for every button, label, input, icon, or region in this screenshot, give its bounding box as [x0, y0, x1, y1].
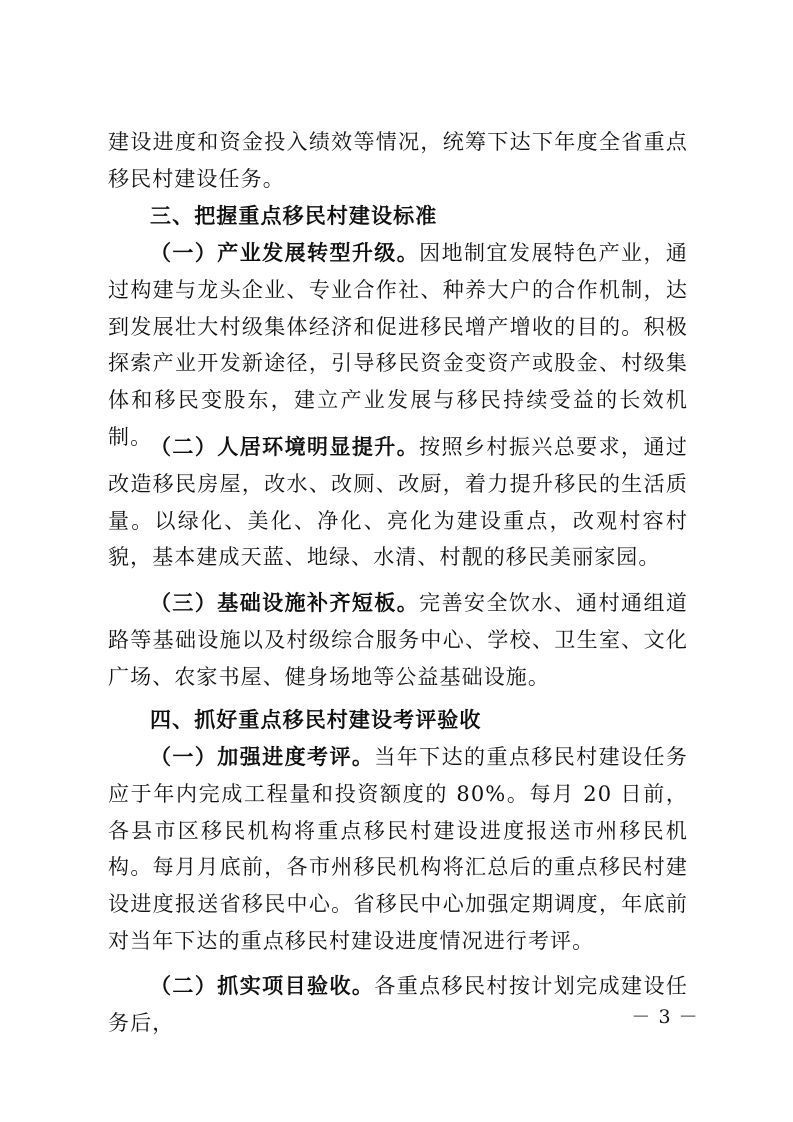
paragraph-acceptance: [108, 968, 688, 1042]
paragraph-environment: [108, 429, 688, 576]
paragraph-body: 当年下达的重点移民村建设任务应于年内完成工程量和投资额度的 80%。每月 20 日前，各县市区移民机构将重点移民村建设进度报送市州移民机构。每月月底前，各市州移民机构将汇总后的重点移民村建设进度报送省移民中心。省移民中心加强定期调度，年底前对当年下达的重点移民村建设进度情况进行考评。: [108, 745, 689, 953]
page-number: － 3 －: [631, 1006, 699, 1028]
paragraph-body: 因地制宜发展特色产业，通过构建与龙头企业、专业合作社、种养大户的合作机制，达到发展壮大村级集体经济和促进移民增产增收的目的。积极探索产业开发新途径，引导移民资金变资产或股金、村级集体和移民变股东，建立产业发展与移民持续受益的长效机制。: [108, 241, 689, 449]
section-heading-3: [108, 198, 688, 235]
paragraph-body: 按照乡村振兴总要求，通过改造移民房屋，改水、改厕、改厨，着力提升移民的生活质量。以绿化、美化、净化、亮化为建设重点，改观村容村貌，基本建成天蓝、地绿、水清、村靓的移民美丽家园。: [108, 435, 689, 570]
paragraph-lead: （三）基础设施补齐短板。: [150, 590, 420, 615]
paragraph-lead: （二）人居环境明显提升。: [150, 434, 420, 459]
paragraph-lead: （一）加强进度考评。: [150, 744, 375, 769]
paragraph-progress: [108, 739, 688, 960]
paragraph-body: 建设进度和资金投入绩效等情况，统筹下达下年度全省重点移民村建设任务。: [108, 130, 688, 191]
paragraph-body: 各重点移民村按计划完成建设任务后，: [108, 974, 689, 1035]
paragraph-lead: （二）抓实项目验收。: [150, 973, 375, 998]
section-heading-text: 四、抓好重点移民村建设考评验收: [150, 708, 482, 732]
paragraph-body: 完善安全饮水、通村通组道路等基础设施以及村级综合服务中心、学校、卫生室、文化广场、农家书屋、健身场地等公益基础设施。: [108, 591, 689, 689]
section-heading-text: 三、把握重点移民村建设标准: [150, 204, 438, 228]
paragraph-infrastructure: [108, 585, 688, 695]
paragraph-lead: （一）产业发展转型升级。: [150, 240, 420, 265]
paragraph-industry: [108, 235, 688, 456]
paragraph-continuation: [108, 124, 688, 198]
section-heading-4: [108, 702, 688, 739]
